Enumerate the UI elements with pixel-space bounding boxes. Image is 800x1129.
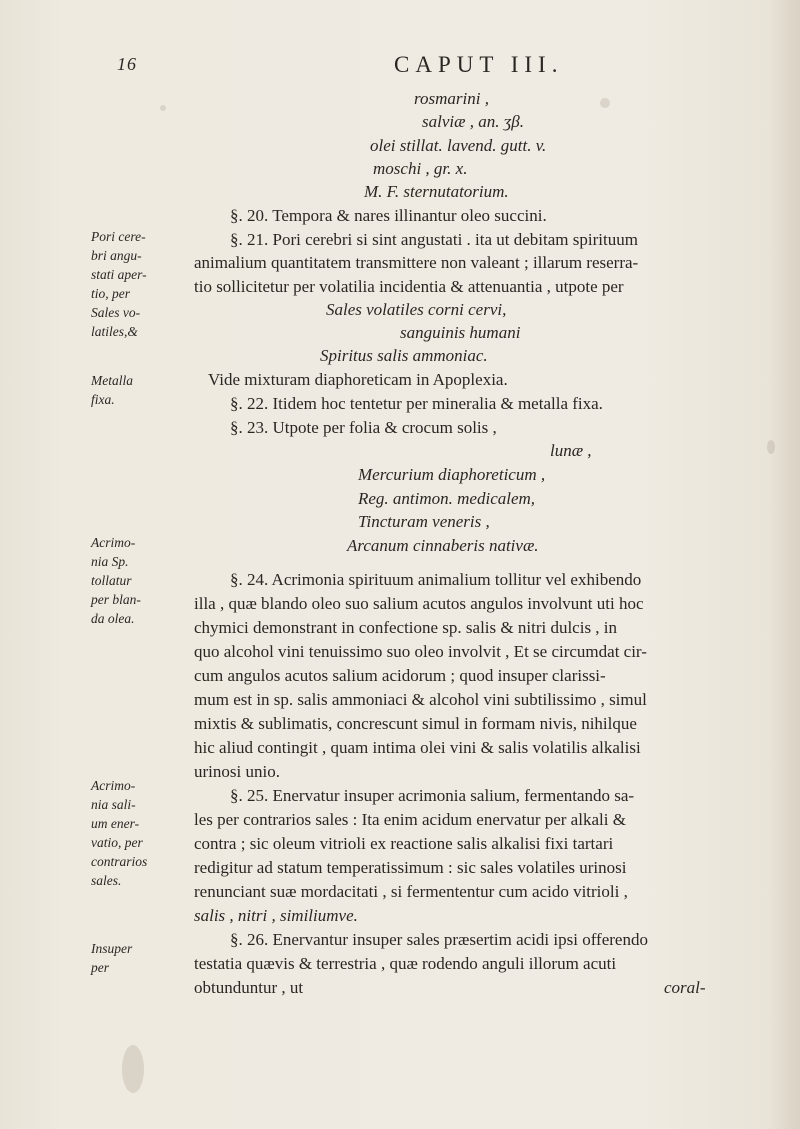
sidenote-line: vatio, per <box>91 835 143 850</box>
sidenote-line: bri angu- <box>91 248 142 263</box>
text-line: Spiritus salis ammoniac. <box>320 346 488 365</box>
text-line: salis , nitri , similiumve. <box>194 906 358 925</box>
sidenote-line: Metalla <box>91 373 133 388</box>
text-line: Reg. antimon. medicalem, <box>358 489 536 508</box>
text-line: quo alcohol vini tenuissimo suo oleo involvit , Et se circumdat cir- <box>194 642 647 661</box>
sidenote-line: latiles,& <box>91 324 138 339</box>
text-line: Arcanum cinnaberis nativæ. <box>347 536 539 555</box>
text-line: obtunduntur , ut <box>194 978 304 997</box>
sidenote-line: per <box>91 960 109 975</box>
text-line: §. 25. Enervatur insuper acrimonia salium, fermentando sa- <box>230 786 635 805</box>
catchword: coral- <box>664 978 706 997</box>
text-line: chymici demonstrant in confectione sp. salis & nitri dulcis , in <box>194 618 618 637</box>
text-line: tio sollicitetur per volatilia incidentia & attenuantia , utpote per <box>194 277 624 296</box>
text-line: §. 21. Pori cerebri si sint angustati . ita ut debitam spirituum <box>230 230 638 249</box>
sidenote-line: Pori cere- <box>91 229 146 244</box>
text-line: lunæ , <box>550 441 592 460</box>
sidenote-line: fixa. <box>91 392 115 407</box>
running-title: CAPUT III. <box>394 52 564 77</box>
text-line: hic aliud contingit , quam intima olei vini & salis volatilis alkalisi <box>194 738 641 757</box>
sidenote-line: nia Sp. <box>91 554 129 569</box>
sidenote-line: Sales vo- <box>91 305 141 320</box>
text-line: redigitur ad statum temperatissimum : sic sales volatiles urinosi <box>194 858 627 877</box>
sidenote-line: Acrimo- <box>91 535 136 550</box>
text-line: §. 23. Utpote per folia & crocum solis , <box>230 418 497 437</box>
sidenote-line: da olea. <box>91 611 135 626</box>
paper-stain <box>122 1045 144 1093</box>
text-line: Sales volatiles corni cervi, <box>326 300 507 319</box>
text-line: Tincturam veneris , <box>358 512 490 531</box>
sidenote-acrimonia-spirituum <box>91 533 161 628</box>
sidenote-line: per blan- <box>91 592 141 607</box>
sidenote-line: tollatur <box>91 573 132 588</box>
text-line: Mercurium diaphoreticum , <box>358 465 546 484</box>
text-line: §. 24. Acrimonia spirituum animalium tollitur vel exhibendo <box>230 570 642 589</box>
text-line: moschi , gr. x. <box>373 159 468 178</box>
sidenote-pori-cerebri <box>91 227 161 341</box>
text-line: salviæ , an. ʒβ. <box>422 112 524 131</box>
text-line: olei stillat. lavend. gutt. v. <box>370 136 547 155</box>
sidenote-line: Insuper <box>91 941 133 956</box>
text-line: renunciant suæ mordacitati , si fermententur cum acido vitrioli , <box>194 882 628 901</box>
paper-stain <box>600 98 610 108</box>
page-number: 16 <box>117 54 137 74</box>
sidenote-line: tio, per <box>91 286 130 301</box>
sidenote-line: sales. <box>91 873 122 888</box>
sidenote-line: um ener- <box>91 816 140 831</box>
text-line: testatia quævis & terrestria , quæ rodendo anguli illorum acuti <box>194 954 617 973</box>
text-line: Vide mixturam diaphoreticam in Apoplexia. <box>208 370 508 389</box>
text-line: §. 26. Enervantur insuper sales præsertim acidi ipsi offerendo <box>230 930 648 949</box>
sidenote-line: nia sali- <box>91 797 136 812</box>
text-line: mixtis & sublimatis, concrescunt simul in formam nivis, nihilque <box>194 714 637 733</box>
text-line: mum est in sp. salis ammoniaci & alcohol vini subtilissimo , simul <box>194 690 647 709</box>
paper-stain <box>767 440 775 454</box>
text-line: sanguinis humani <box>400 323 521 342</box>
text-line: urinosi unio. <box>194 762 280 781</box>
text-line: cum angulos acutos salium acidorum ; quod insuper clarissi- <box>194 666 606 685</box>
text-line: contra ; sic oleum vitrioli ex reactione salis alkalisi fixi tartari <box>194 834 614 853</box>
sidenote-line: Acrimo- <box>91 778 136 793</box>
text-line: illa , quæ blando oleo suo salium acutos angulos involvunt uti hoc <box>194 594 644 613</box>
sidenote-line: contrarios <box>91 854 148 869</box>
paper-stain <box>160 105 166 111</box>
text-line: les per contrarios sales : Ita enim acidum enervatur per alkali & <box>194 810 626 829</box>
text-line: rosmarini , <box>414 89 489 108</box>
sidenote-metalla <box>91 371 161 409</box>
text-line: animalium quantitatem transmittere non valeant ; illarum reserra- <box>194 253 639 272</box>
sidenote-acrimonia-salium <box>91 776 161 890</box>
sidenote-insuper <box>91 939 161 977</box>
text-line: M. F. sternutatorium. <box>364 182 509 201</box>
text-line: §. 22. Itidem hoc tentetur per mineralia & metalla fixa. <box>230 394 603 413</box>
text-line: §. 20. Tempora & nares illinantur oleo succini. <box>230 206 547 225</box>
sidenote-line: stati aper- <box>91 267 147 282</box>
